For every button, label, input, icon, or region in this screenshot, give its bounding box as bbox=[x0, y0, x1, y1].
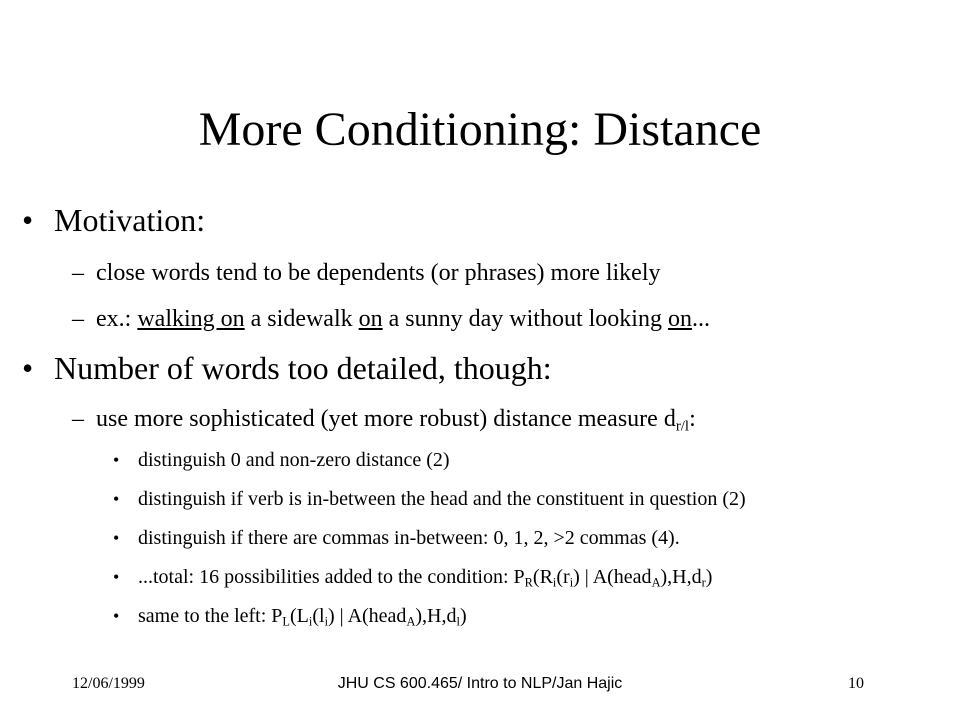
example-sentence bbox=[96, 304, 710, 334]
sub-bullet-3 bbox=[0, 525, 960, 551]
total-part: (r bbox=[556, 566, 570, 588]
footer-course: JHU CS 600.465/ Intro to NLP/Jan Hajic bbox=[337, 675, 623, 692]
bullet-motivation bbox=[0, 200, 960, 240]
left-text: same to the left: P bbox=[138, 605, 283, 627]
example-suffix: ... bbox=[691, 306, 710, 332]
total-part: (R bbox=[532, 566, 553, 588]
motivation-item-2 bbox=[0, 304, 960, 334]
sub-A: A bbox=[651, 575, 661, 590]
detail-label: Number of words too detailed, though: bbox=[54, 350, 552, 386]
total-part: ) bbox=[705, 566, 713, 588]
example-mid-2: a sunny day without looking bbox=[382, 306, 668, 332]
measure-main: use more sophisticated (yet more robust) distance measure d bbox=[96, 406, 676, 432]
left-part: ),H,d bbox=[415, 605, 457, 627]
left-formula bbox=[138, 603, 467, 629]
measure-item bbox=[0, 404, 960, 434]
dash-icon: – bbox=[72, 306, 84, 332]
measure-text bbox=[96, 404, 696, 434]
measure-subscript: r/l bbox=[675, 418, 690, 435]
total-text: ...total: 16 possibilities added to the condition: P bbox=[138, 566, 525, 588]
motivation-item-1 bbox=[0, 258, 960, 288]
sub-i: i bbox=[308, 614, 313, 629]
measure-end: : bbox=[689, 406, 696, 432]
sub-i: i bbox=[552, 575, 557, 590]
bullet-dot-icon: • bbox=[113, 528, 120, 548]
sub-L: L bbox=[282, 614, 290, 629]
sub-A: A bbox=[406, 614, 416, 629]
footer-date: 12/06/1999 bbox=[72, 675, 145, 692]
sub-i: i bbox=[324, 614, 329, 629]
bullet-dot-icon: • bbox=[113, 450, 120, 470]
example-mid-1: a sidewalk bbox=[244, 306, 359, 332]
sub-R: R bbox=[524, 575, 533, 590]
bullet-detail bbox=[0, 348, 960, 388]
left-part: (L bbox=[290, 605, 309, 627]
sub-bullet-text: distinguish 0 and non-zero distance (2) bbox=[138, 449, 450, 471]
left-part: ) | A(head bbox=[328, 605, 407, 627]
dash-icon: – bbox=[72, 406, 84, 432]
bullet-dot-icon: • bbox=[113, 567, 120, 587]
example-underlined-2: on bbox=[358, 306, 383, 332]
sub-bullet-1 bbox=[0, 447, 960, 473]
total-part: ) | A(head bbox=[573, 566, 652, 588]
left-part: ) bbox=[459, 605, 467, 627]
sub-bullet-text: distinguish if verb is in-between the head and the constituent in question (2) bbox=[138, 488, 746, 510]
bullet-dot-icon: • bbox=[113, 489, 120, 509]
footer-page-number: 10 bbox=[848, 675, 864, 692]
sub-bullet-text: distinguish if there are commas in-between: 0, 1, 2, >2 commas (4). bbox=[138, 527, 680, 549]
sub-l: l bbox=[456, 614, 460, 629]
sub-bullet-total bbox=[0, 564, 960, 590]
dash-icon: – bbox=[72, 260, 84, 286]
bullet-dot-icon: • bbox=[22, 350, 34, 386]
example-underlined-3: on bbox=[667, 306, 692, 332]
slide-title: More Conditioning: Distance bbox=[198, 103, 762, 156]
example-underlined-1: walking on bbox=[137, 306, 245, 332]
left-part: (l bbox=[312, 605, 325, 627]
sub-bullet-left bbox=[0, 603, 960, 629]
example-prefix: ex.: bbox=[96, 306, 138, 332]
sub-r: r bbox=[701, 575, 706, 590]
bullet-dot-icon: • bbox=[113, 606, 120, 626]
motivation-item-text: close words tend to be dependents (or phrases) more likely bbox=[96, 260, 661, 286]
sub-bullet-2 bbox=[0, 486, 960, 512]
total-formula bbox=[138, 564, 712, 590]
total-part: ),H,d bbox=[660, 566, 702, 588]
bullet-dot-icon: • bbox=[22, 202, 34, 238]
sub-i: i bbox=[569, 575, 574, 590]
motivation-label: Motivation: bbox=[54, 202, 206, 238]
